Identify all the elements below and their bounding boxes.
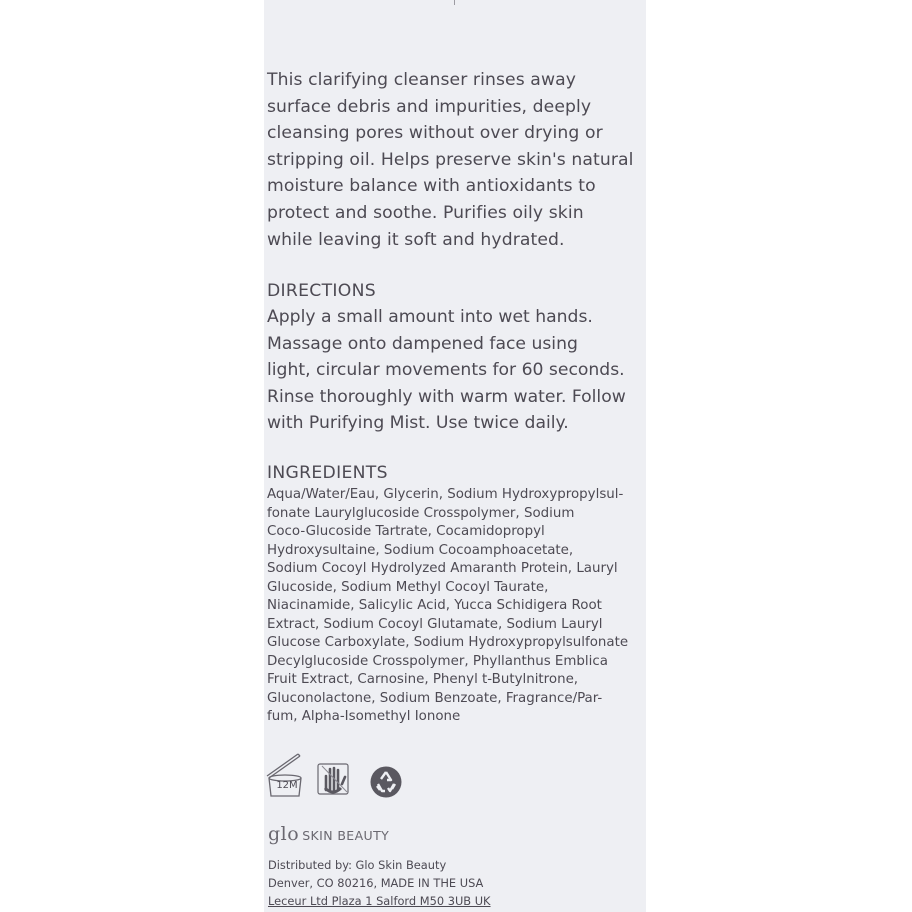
ingredients-line: Gluconolactone, Sodium Benzoate, Fragrance/Par- <box>267 690 603 706</box>
directions-line: Massage onto dampened face using <box>267 333 578 354</box>
distributor-line: Distributed by: Glo Skin Beauty <box>268 858 447 872</box>
ingredients-line: Decylglucoside Crosspolymer, Phyllanthus Emblica <box>267 653 608 669</box>
description-line: This clarifying cleanser rinses away <box>267 70 577 90</box>
directions-text <box>267 304 645 437</box>
ingredients-line: Extract, Sodium Cocoyl Glutamate, Sodium Lauryl <box>267 616 603 632</box>
distribution-info <box>268 856 491 910</box>
description-line: stripping oil. Helps preserve skin's natural <box>267 149 634 170</box>
ingredients-line: Sodium Cocoyl Hydrolyzed Amaranth Protein, Lauryl <box>267 561 618 576</box>
cruelty-free-hand-icon <box>316 760 352 798</box>
fold-tick-mark <box>454 0 455 5</box>
directions-line: with Purifying Mist. Use twice daily. <box>267 413 569 434</box>
ingredients-line: Glucoside, Sodium Methyl Cocoyl Taurate, <box>267 579 549 595</box>
address-line: Denver, CO 80216, MADE IN THE USA <box>268 876 484 890</box>
open-jar-icon <box>264 750 308 800</box>
ingredients-line: Fruit Extract, Carnosine, Phenyl t-Butylnitrone, <box>267 672 579 687</box>
directions-line: Apply a small amount into wet hands. <box>267 307 593 327</box>
description-line: while leaving it soft and hydrated. <box>267 229 565 250</box>
ingredients-line: Niacinamide, Salicylic Acid, Yucca Schidigera Root <box>267 598 602 613</box>
ingredients-heading: INGREDIENTS <box>267 463 388 483</box>
directions-line: light, circular movements for 60 seconds. <box>267 360 625 381</box>
brand-logo <box>268 823 389 845</box>
ingredients-line: Hydroxysultaine, Sodium Cocoamphoacetate, <box>267 542 574 558</box>
ingredients-line: fum, Alpha-Isomethyl Ionone <box>267 709 461 724</box>
uk-address-line: Leceur Ltd Plaza 1 Salford M50 3UB UK <box>268 894 491 908</box>
directions-heading: DIRECTIONS <box>267 281 376 301</box>
description-line: protect and soothe. Purifies oily skin <box>267 202 584 223</box>
ingredients-line: Coco-Glucoside Tartrate, Cocamidopropyl <box>267 524 545 539</box>
brand-logo-tagline: SKIN BEAUTY <box>302 828 390 843</box>
pao-label: 12M <box>276 780 298 791</box>
packaging-symbols <box>264 750 424 802</box>
recycle-icon <box>368 764 404 800</box>
description-line: surface debris and impurities, deeply <box>267 96 592 117</box>
ingredients-line: Aqua/Water/Eau, Glycerin, Sodium Hydroxypropylsul- <box>267 487 624 502</box>
description-line: cleansing pores without over drying or <box>267 123 603 144</box>
ingredients-line: fonate Laurylglucoside Crosspolymer, Sodium <box>267 505 575 521</box>
directions-line: Rinse thoroughly with warm water. Follow <box>267 386 626 407</box>
product-description <box>267 67 645 253</box>
description-line: moisture balance with antioxidants to <box>267 176 596 197</box>
ingredients-line: Glucose Carboxylate, Sodium Hydroxypropylsulfonate <box>267 635 629 650</box>
product-box-side-panel <box>264 0 646 912</box>
brand-logo-word: glo <box>268 823 300 845</box>
ingredients-list <box>267 486 645 727</box>
